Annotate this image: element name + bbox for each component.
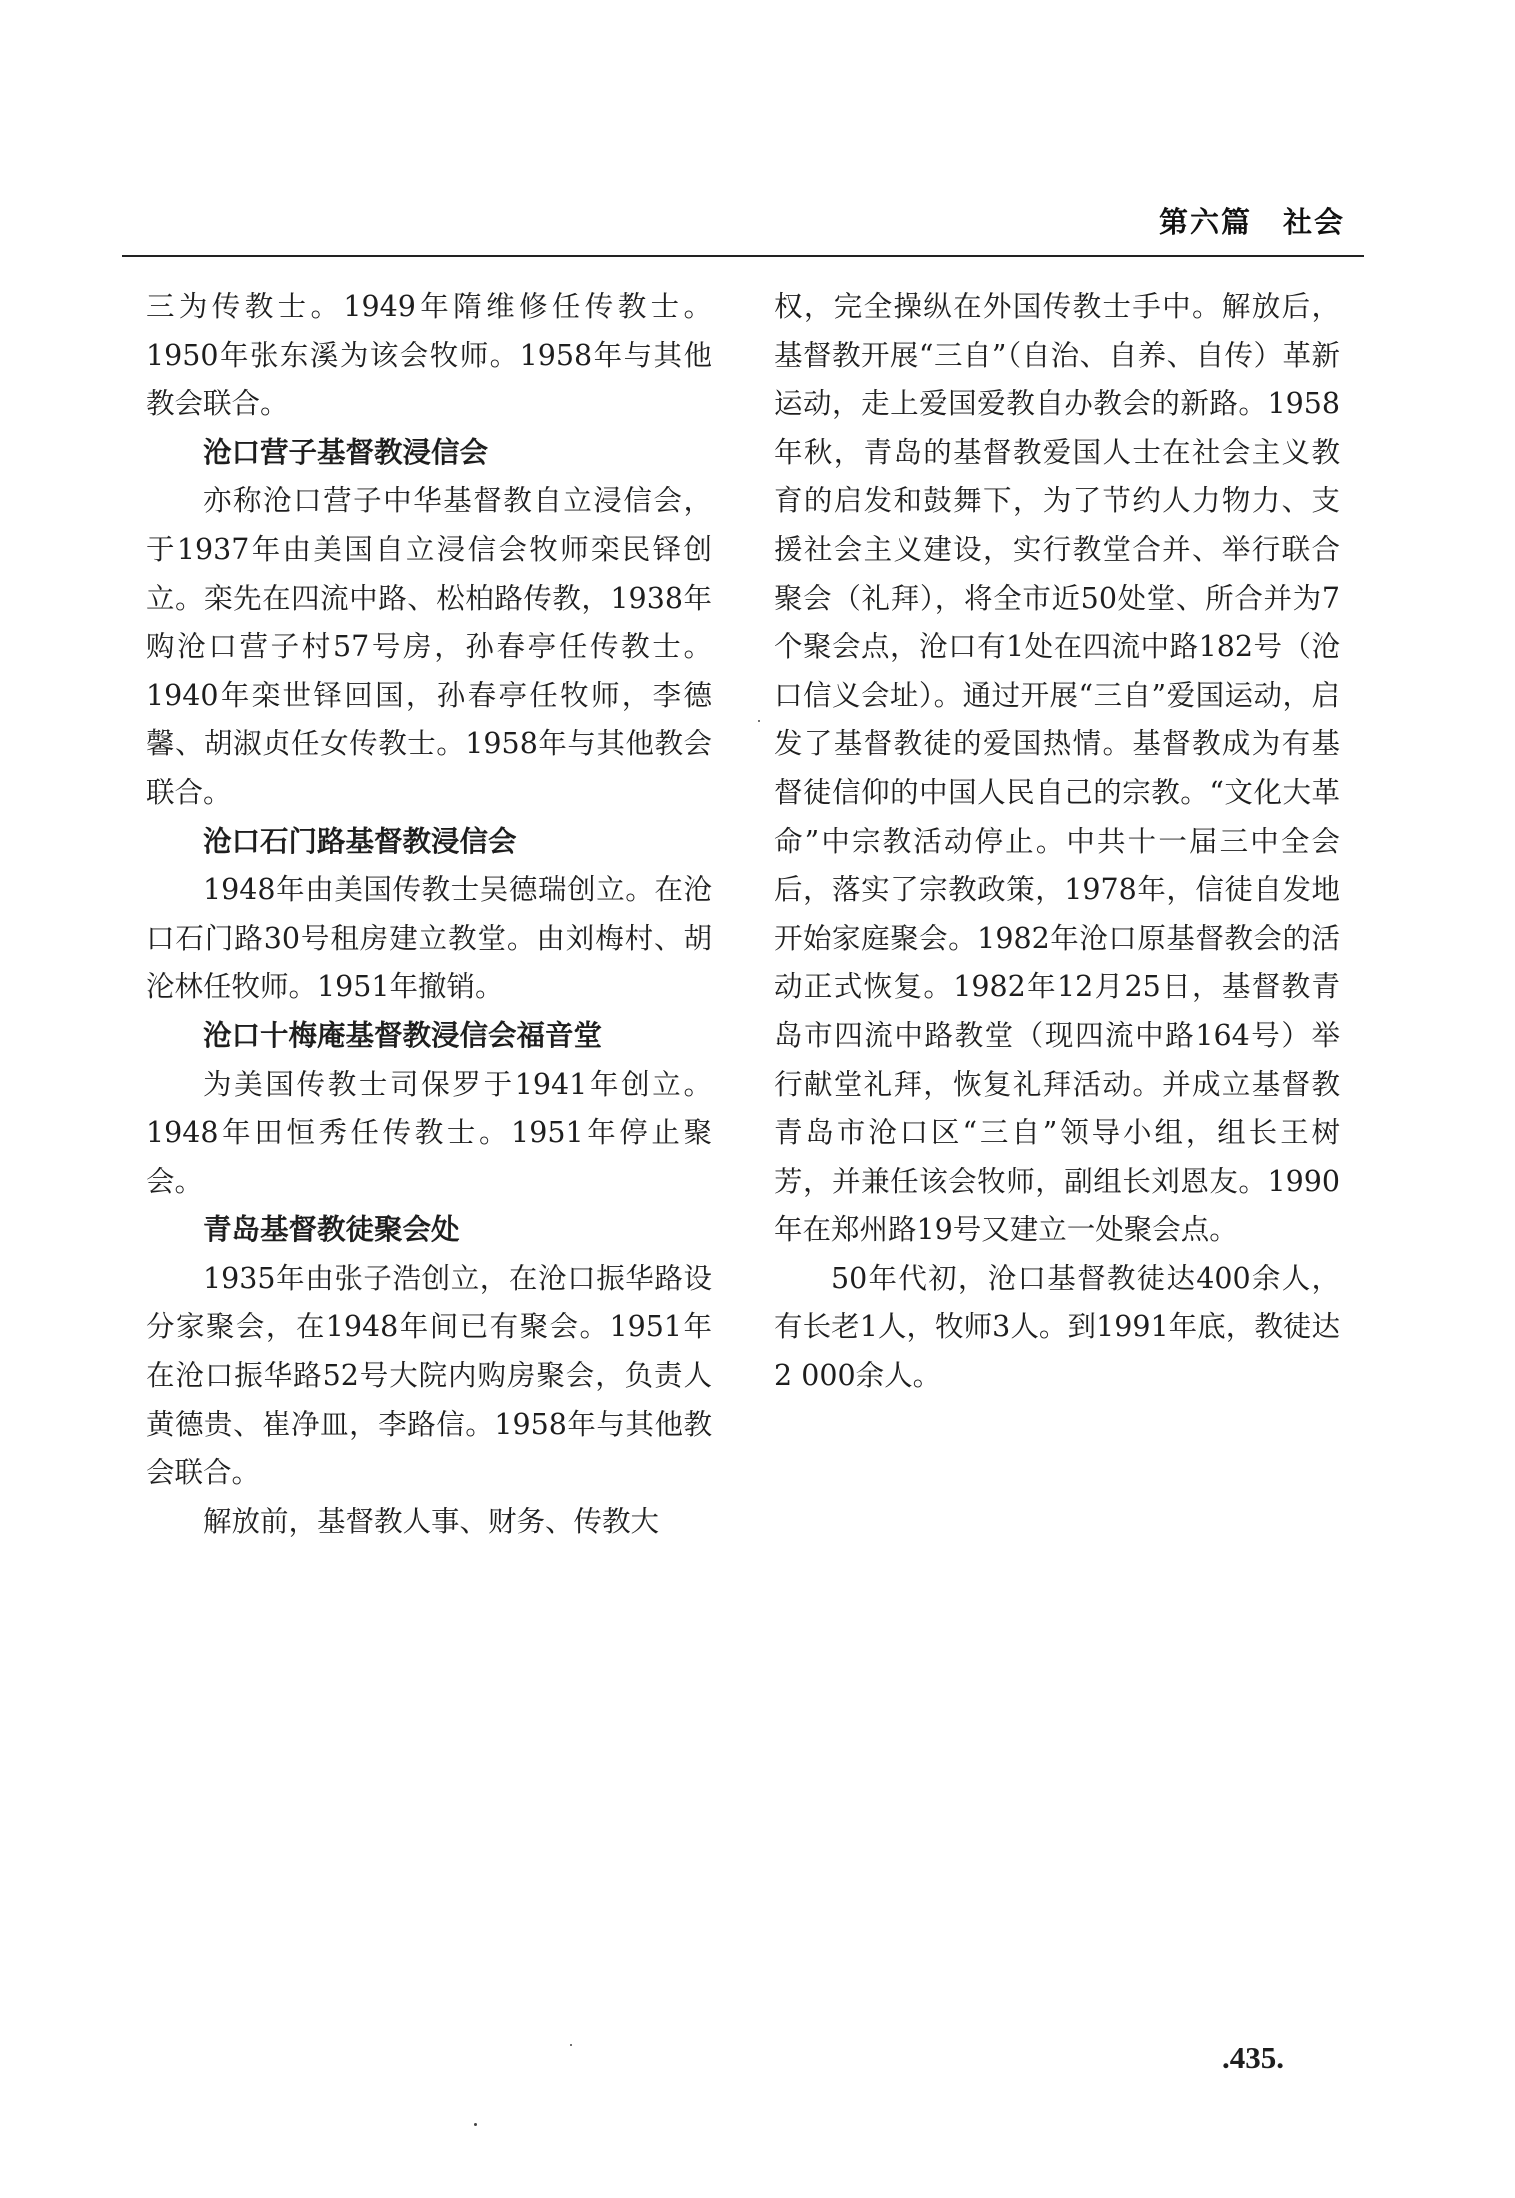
section-heading: 沧口营子基督教浸信会 bbox=[203, 435, 489, 469]
section-heading: 沧口石门路基督教浸信会 bbox=[203, 824, 517, 858]
paragraph: 解放前，基督教人事、财务、传教大 bbox=[203, 1504, 660, 1538]
right-column bbox=[774, 283, 1340, 1401]
left-column bbox=[146, 283, 712, 1546]
section-heading: 沧口十梅庵基督教浸信会福音堂 bbox=[203, 1018, 603, 1052]
scan-speck bbox=[474, 2123, 477, 2126]
paragraph: 1935年由张子浩创立，在沧口振华路设分家聚会，在1948年间已有聚会。1951年在沧口振华路52号大院内购房聚会，负责人黄德贵、崔净皿，李路信。1958年与其他教会联合。 bbox=[146, 1261, 712, 1490]
header-rule bbox=[122, 255, 1364, 257]
paragraph: 为美国传教士司保罗于1941年创立。1948年田恒秀任传教士。1951年停止聚会。 bbox=[146, 1067, 712, 1198]
scan-speck bbox=[758, 720, 760, 722]
paragraph: 50年代初，沧口基督教徒达400余人，有长老1人，牧师3人。到1991年底，教徒达2 000余人。 bbox=[774, 1261, 1340, 1393]
paragraph: 1948年由美国传教士吴德瑞创立。在沧口石门路30号租房建立教堂。由刘梅村、胡沦林任牧师。1951年撤销。 bbox=[146, 873, 712, 1004]
paragraph: 三为传教士。1949年隋维修任传教士。1950年张东溪为该会牧师。1958年与其他教会联合。 bbox=[146, 290, 712, 421]
page-number: .435. bbox=[1222, 2040, 1284, 2075]
paragraph: 亦称沧口营子中华基督教自立浸信会，于1937年由美国自立浸信会牧师栾民铎创立。栾先在四流中路、松柏路传教，1938年购沧口营子村57号房，孙春亭任传教士。1940年栾世铎回国，孙春亭任牧师，李德馨、胡淑贞任女传教士。1958年与其他教会联合。 bbox=[146, 484, 712, 809]
paragraph: 权，完全操纵在外国传教士手中。解放后，基督教开展“三自”（自治、自养、自传）革新运动，走上爱国爱教自办教会的新路。1958年秋，青岛的基督教爱国人士在社会主义教育的启发和鼓舞下，为了节约人力物力、支援社会主义建设，实行教堂合并、举行联合聚会（礼拜），将全市近50处堂、所合并为7个聚会点，沧口有1处在四流中路182号（沧口信义会址）。通过开展“三自”爱国运动，启发了基督教徒的爱国热情。基督教成为有基督徒信仰的中国人民自己的宗教。“文化大革命”中宗教活动停止。中共十一届三中全会后，落实了宗教政策，1978年，信徒自发地开始家庭聚会。1982年沧口原基督教会的活动正式恢复。1982年12月25日，基督教青岛市四流中路教堂（现四流中路164号）举行献堂礼拜，恢复礼拜活动。并成立基督教青岛市沧口区“三自”领导小组，组长王树芳，并兼任该会牧师，副组长刘恩友。1990年在郑州路19号又建立一处聚会点。 bbox=[774, 290, 1340, 1247]
section-heading: 青岛基督教徒聚会处 bbox=[203, 1213, 460, 1247]
running-head: 第六篇 社会 bbox=[1158, 205, 1345, 239]
scan-speck bbox=[570, 2044, 572, 2046]
